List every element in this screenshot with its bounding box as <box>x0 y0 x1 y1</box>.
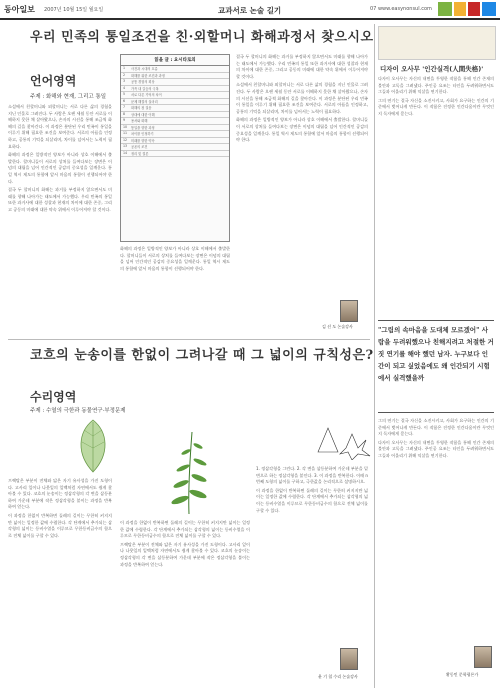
issue-date: 2007년 10월 15일 월요일 <box>44 7 104 13</box>
article1-col3-text-b: 소설에서 친할머니와 외할머니는 서로 다른 삶의 경험을 지닌 인물로 그려진다. 두 사람은 오랜 세월 동안 서로를 이해하지 못한 채 살아왔으나, 손자의 시선을 통해 조금씩 화해의 길을 찾아간다. 이 과정은 분단된 우리 민족이 통일을 이루기 위해 필요한 조건을 보여준다. 서로의 아픔을 인정하고, 공통의 기억을 되살리며, 차이를 넘어서는 노력이 필요하다. <box>236 82 368 114</box>
column-divider <box>374 24 375 688</box>
sidebar-text-top-p2: 그의 연기는 결국 자신을 소진시키고, 사회가 요구하는 인간의 기준에서 벗어나게 만든다. 이 작품은 진정한 인간다움이란 무엇인지 독자에게 묻는다. <box>378 97 494 116</box>
table-cell-text: 차이를 인정하기 <box>131 132 154 136</box>
article1-reading-table <box>120 54 230 242</box>
brand-logo-blue <box>482 2 496 16</box>
article-divider <box>8 339 370 340</box>
page-header <box>0 0 500 20</box>
article1-col1-text-repeat: 화해의 과정은 일방적인 양보가 아니라 상호 이해에서 출발한다. 할머니들이 서로의 상처를 들여다보는 장면은 이념의 대립을 넘어 인간적인 공감의 중요성을 일깨운다. 통일 역시 제도의 통합에 앞서 마음의 통합이 선행되어야 한다. <box>8 152 112 184</box>
sidebar-text-bottom-p: 그의 연기는 결국 자신을 소진시키고, 사회가 요구하는 인간의 기준에서 벗어나게 만든다. 이 작품은 진정한 인간다움이란 무엇인지 독자에게 묻는다. <box>378 418 494 437</box>
article1-author-caption: 김 선 도 논술강사 <box>322 324 353 329</box>
sidebar-title: 디자이 오사무 '인간실격(人間失格)' <box>380 65 484 73</box>
table-cell-num: 14 <box>123 150 128 155</box>
table-cell-num: 2 <box>123 72 126 77</box>
table-cell-num: 10 <box>123 124 128 129</box>
table-cell-num: 7 <box>123 105 126 109</box>
brand-logo-red <box>468 2 480 16</box>
table-cell-num: 3 <box>123 79 126 83</box>
table-title: 읽을 글 : 요시타로의 <box>121 55 229 66</box>
quote-rule-bottom <box>378 412 494 413</box>
article1-column-2 <box>120 246 230 336</box>
table-cell-text: 공존의 조건 <box>131 145 148 149</box>
article2-author-caption: 윤 기 철 수리 논술강사 <box>318 674 358 679</box>
table-rows <box>121 66 229 157</box>
article2-col2-text-b: 프랙탈은 부분이 전체와 닮은 자기 유사성을 가진 도형이다. 고사리 잎이나 나뭇잎의 잎맥처럼 자연에서도 쉽게 찾아볼 수 있다. 코흐의 눈송이는 정삼각형의 각 변을 삼등분하여 가운데 부분에 작은 정삼각형을 붙이는 과정을 반복하여 얻는다. <box>120 541 250 567</box>
table-row <box>121 151 229 158</box>
sidebar-author-caption: 황동민 문학평론가 <box>446 672 479 677</box>
article2-col1-text: 프랙탈은 부분이 전체와 닮은 자기 유사성을 가진 도형이다. 고사리 잎이나 나뭇잎의 잎맥처럼 자연에서도 쉽게 찾아볼 수 있다. 코흐의 눈송이는 정삼각형의 각 변을 삼등분하여 가운데 부분에 작은 정삼각형을 붙이는 과정을 반복하여 얻는다. <box>8 478 112 510</box>
table-cell-text: 가족 내 갈등의 극복 <box>131 86 159 91</box>
table-cell-text: 통일을 향한 과정 <box>131 125 155 130</box>
section-title: 교과서로 논술 길기 <box>218 6 282 15</box>
article1-col2-text: 화해의 과정은 일방적인 양보가 아니라 상호 이해에서 출발한다. 할머니들이 서로의 상처를 들여다보는 장면은 이념의 대립을 넘어 인간적인 공감의 중요성을 일깨운다. 통일 역시 제도의 통합에 앞서 마음의 통합이 선행되어야 한다. <box>120 246 230 271</box>
brand-logo-green <box>438 2 452 16</box>
table-cell-num: 13 <box>123 144 128 148</box>
table-cell-text: 화해를 위한 조건과 과정 <box>131 73 165 78</box>
table-cell-text: 용서와 화해 <box>131 119 148 123</box>
table-cell-num: 4 <box>123 85 126 90</box>
article1-col3-text: 결국 두 할머니의 화해는 과거를 부정하지 않으면서도 미래를 향해 나아가는 태도에서 가능했다. 우리 민족의 통일 또한 과거사에 대한 성찰과 현재의 차이에 대한 존중, 그리고 공동의 미래에 대한 약속 위에서 이루어져야 할 것이다. <box>236 54 368 79</box>
table-cell-num: 6 <box>123 98 126 103</box>
table-cell-num: 12 <box>123 137 128 142</box>
table-cell-text: 정리 및 결론 <box>131 151 149 156</box>
page-number: 07 www.easynonsul.com <box>370 6 432 12</box>
article1-section-sub: 주제 : 화해와 현재, 그리고 통일 <box>30 94 107 100</box>
author-photo-sidebar <box>474 646 492 668</box>
article2-column-3 <box>256 466 368 646</box>
masthead: 동아일보 <box>4 4 35 14</box>
article2-column-1 <box>8 478 112 686</box>
article1-section-label: 언어영역 <box>30 74 77 88</box>
article2-headline: 코흐의 눈송이를 한없이 그려나갈 때 그 넓이의 규칙성은? <box>30 348 374 363</box>
article1-column-3 <box>236 54 368 336</box>
author-photo-article2 <box>340 648 358 670</box>
table-cell-num: 11 <box>123 131 128 135</box>
fern-illustration <box>152 428 226 516</box>
article1-col3-text-c: 화해의 과정은 일방적인 양보가 아니라 상호 이해에서 출발한다. 할머니들이 서로의 상처를 들여다보는 장면은 이념의 대립을 넘어 인간적인 공감의 중요성을 일깨운다. 통일 역시 제도의 통합에 앞서 마음의 통합이 선행되어야 한다. <box>236 117 368 143</box>
brand-logo-yellow <box>454 2 466 16</box>
table-cell-text: 상대에 대한 이해 <box>131 112 155 117</box>
article2-column-2 <box>120 520 250 686</box>
article2-col1-text-b: 이 과정을 한없이 반복하면 둘레의 길이는 무한히 커지지만 넓이는 일정한 값에 수렴한다. 각 단계에서 추가되는 삼각형의 넓이는 등비수열을 이루므로 무한등비급수의 합으로 전체 넓이를 구할 수 있다. <box>8 512 112 538</box>
table-cell-text: 서로 다른 기억의 차이 <box>131 93 162 97</box>
table-cell-text: 화해의 첫 걸음 <box>131 106 152 110</box>
table-cell-num: 1 <box>123 66 126 70</box>
quote-rule-top <box>378 320 494 321</box>
table-cell-num: 9 <box>123 118 126 122</box>
table-cell-text: 미래를 향한 약속 <box>131 138 155 143</box>
article1-headline: 우리 민족의 통일조건을 친·외할머니 화해과정서 찾으시오 <box>30 30 374 45</box>
article2-col2-text: 이 과정을 한없이 반복하면 둘레의 길이는 무한히 커지지만 넓이는 일정한 값에 수렴한다. 각 단계에서 추가되는 삼각형의 넓이는 등비수열을 이루므로 무한등비급수의 합으로 전체 넓이를 구할 수 있다. <box>120 520 250 539</box>
leaf-illustration <box>72 418 114 474</box>
sidebar-text-top-p: 다자이 오사무는 자신의 내면을 투영한 작품을 통해 인간 존재의 불안과 고독을 그려냈다. 주인공 요조는 타인을 두려워하면서도 그들과 어울리기 위해 익살을 연기한다. <box>378 76 494 95</box>
table-cell-num: 5 <box>123 92 126 96</box>
table-cell-num: 8 <box>123 111 126 116</box>
article1-col1-text-repeat2: 결국 두 할머니의 화해는 과거를 부정하지 않으면서도 미래를 향해 나아가는 태도에서 가능했다. 우리 민족의 통일 또한 과거사에 대한 성찰과 현재의 차이에 대한 존중, 그리고 공동의 미래에 대한 약속 위에서 이루어져야 할 것이다. <box>8 187 112 212</box>
article2-col3-text-b: 이 과정을 한없이 반복하면 둘레의 길이는 무한히 커지지만 넓이는 일정한 값에 수렴한다. 각 단계에서 추가되는 삼각형의 넓이는 등비수열을 이루므로 무한등비급수의 합으로 전체 넓이를 구할 수 있다. <box>256 487 368 513</box>
table-cell-text: 공통 경험의 회상 <box>131 80 155 84</box>
koch-snowflake-illustration <box>314 420 374 460</box>
table-cell-text: 사건과 시대의 흐름 <box>131 67 158 71</box>
sidebar-text-bottom-p2: 다자이 오사무는 자신의 내면을 투영한 작품을 통해 인간 존재의 불안과 고독을 그려냈다. 주인공 요조는 타인을 두려워하면서도 그들과 어울리기 위해 익살을 연기한다. <box>378 439 494 458</box>
sidebar-pull-quote: "그림의 속마음을 도대체 모르겠어" 사람을 두려워했으나 친해지려고 처절한 거짓 연기를 해야 했던 남자. 누구보다 인간이 되고 싶었음에도 왜 인간되기 시험에서 실격했을까 <box>378 326 494 382</box>
article2-col3-text: 1. 정삼각형을 그린다. 2. 각 변을 삼등분하여 가운데 부분을 밑변으로 하는 정삼각형을 붙인다. 3. 이 과정을 반복한다. 이때 n번째 도형의 넓이를 구하고, 극한값을 논리적으로 설명하시오. <box>256 466 368 485</box>
sidebar-text-bottom <box>378 418 494 640</box>
article2-section-label: 수리영역 <box>30 390 77 404</box>
article2-section-sub: 주제 : 수열의 극한과 동물연구·부정문제 <box>30 408 126 414</box>
article1-column-1 <box>8 104 112 336</box>
article1-col1-text: 소설에서 친할머니와 외할머니는 서로 다른 삶의 경험을 지닌 인물로 그려진다. 두 사람은 오랜 세월 동안 서로를 이해하지 못한 채 살아왔으나, 손자의 시선을 통해 조금씩 화해의 길을 찾아간다. 이 과정은 분단된 우리 민족이 통일을 이루기 위해 필요한 조건을 보여준다. 서로의 아픔을 인정하고, 공통의 기억을 되살리며, 차이를 넘어서는 노력이 필요하다. <box>8 104 112 149</box>
sidebar-banner <box>378 26 496 60</box>
sidebar-text-top <box>378 76 494 316</box>
author-photo-article1 <box>340 300 358 322</box>
table-cell-text: 문제 해결의 실마리 <box>131 99 158 104</box>
